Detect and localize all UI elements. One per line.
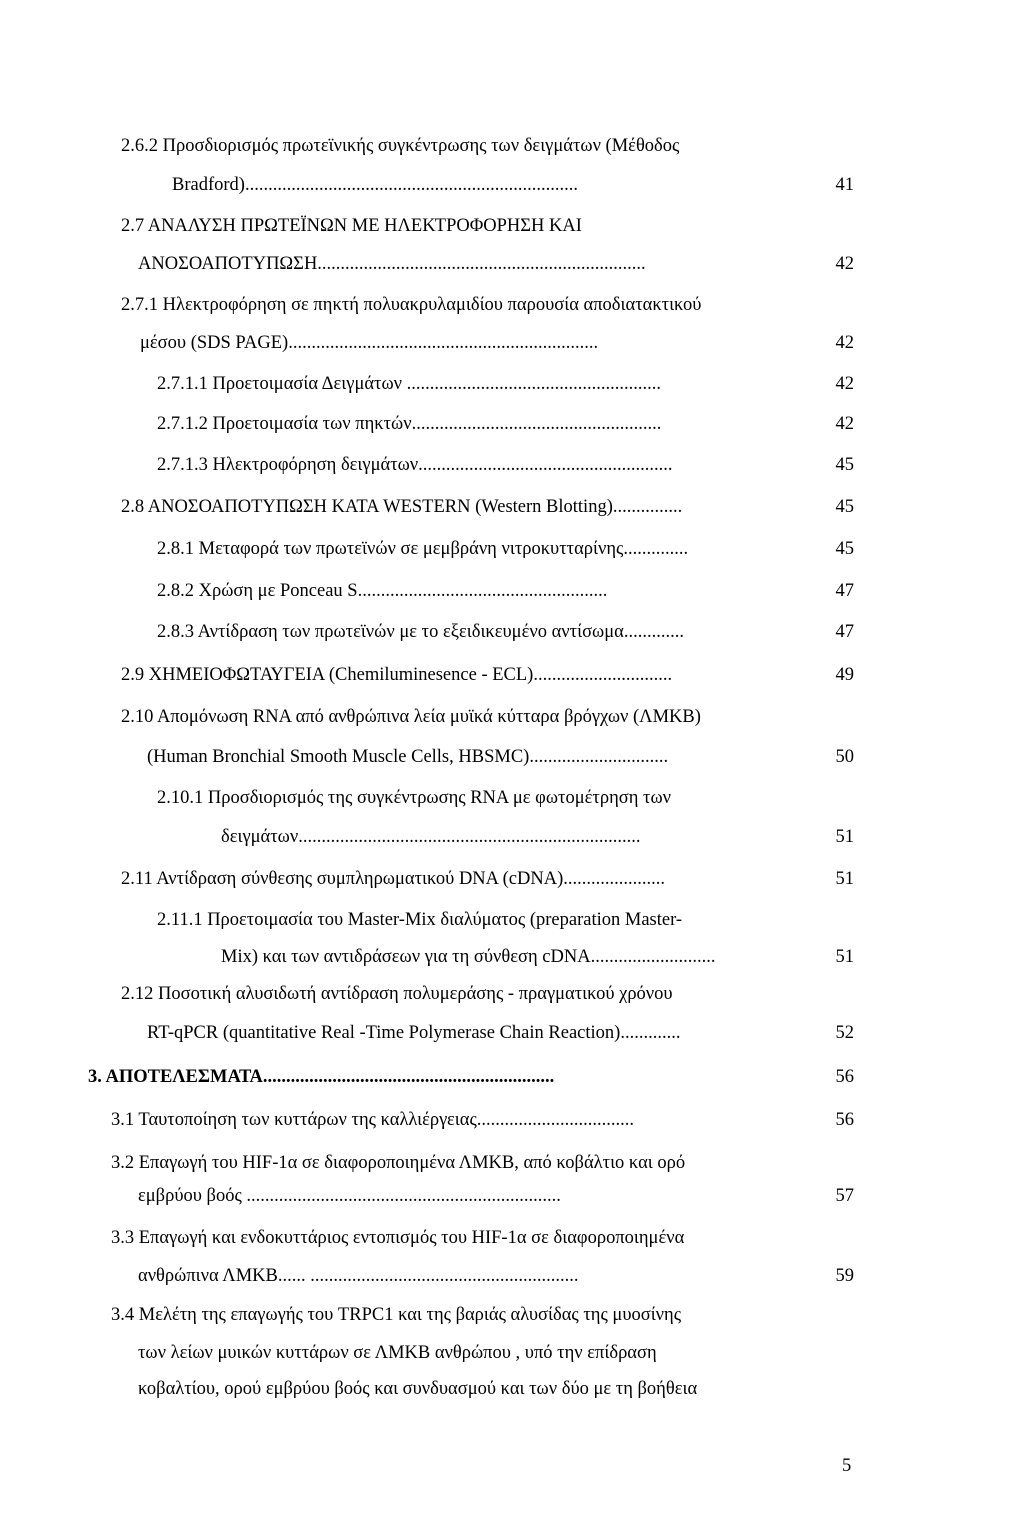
toc-page-number: 42 — [835, 333, 854, 353]
toc-page-number: 41 — [835, 175, 854, 195]
toc-line: Bradford)........................................................................ — [172, 175, 578, 195]
toc-page-number: 51 — [835, 947, 854, 967]
toc-line: 2.7.1.1 Προετοιμασία Δειγμάτων ....................................................... — [157, 374, 662, 394]
toc-line: 3.1 Ταυτοποίηση των κυττάρων της καλλιέργειας.................................. — [111, 1110, 635, 1130]
toc-line: δειγμάτων.......................................................................... — [221, 827, 641, 847]
toc-page-number: 45 — [835, 539, 854, 559]
toc-page-number: 45 — [835, 497, 854, 517]
toc-line: 2.11 Αντίδραση σύνθεσης συμπληρωματικού DNA (cDNA)...................... — [121, 869, 665, 889]
toc-page-number: 42 — [835, 414, 854, 434]
toc-line: ΑΝΟΣΟΑΠΟΤΥΠΩΣΗ....................................................................... — [138, 254, 646, 274]
toc-line: 2.11.1 Προετοιμασία του Master-Mix διαλύματος (preparation Master- — [157, 910, 683, 930]
toc-line: 3.4 Μελέτη της επαγωγής του TRPC1 και της βαριάς αλυσίδας της μυοσίνης — [111, 1305, 682, 1325]
toc-line: κοβαλτίου, ορού εμβρύου βοός και συνδυασμού και των δύο με τη βοήθεια — [138, 1379, 698, 1399]
toc-line: εμβρύου βοός .................................................................... — [138, 1186, 561, 1206]
toc-line: 2.7.1.2 Προετοιμασία των πηκτών...................................................... — [157, 414, 662, 434]
toc-page-number: 49 — [835, 665, 854, 685]
toc-line: Mix) και των αντιδράσεων για τη σύνθεση cDNA........................... — [221, 947, 716, 967]
toc-line: 3.3 Επαγωγή και ενδοκυττάριος εντοπισμός του HIF-1α σε διαφοροποιημένα — [111, 1228, 685, 1248]
toc-page-number: 47 — [835, 581, 854, 601]
toc-line: 2.10.1 Προσδιορισμός της συγκέντρωσης RNA με φωτομέτρηση των — [157, 788, 671, 808]
page-number: 5 — [842, 1456, 852, 1476]
toc-line: 2.8 ΑΝΟΣΟΑΠΟΤΥΠΩΣΗ ΚΑΤΑ WESTERN (Western Blotting)............... — [121, 497, 683, 517]
toc-chapter-heading: 3. ΑΠΟΤΕΛΕΣΜΑΤΑ............................................................... — [88, 1067, 555, 1087]
toc-line: 2.10 Απομόνωση RNA από ανθρώπινα λεία μυϊκά κύτταρα βρόγχων (ΛΜΚΒ) — [121, 707, 701, 727]
toc-page-number: 50 — [835, 747, 854, 767]
toc-line: 2.8.3 Αντίδραση των πρωτεϊνών με το εξειδικευμένο αντίσωμα............. — [157, 622, 684, 642]
toc-line: (Human Bronchial Smooth Muscle Cells, HBSMC).............................. — [147, 747, 669, 767]
toc-line: 2.8.2 Χρώση με Ponceau S...................................................... — [157, 581, 608, 601]
toc-line: 2.7.1 Ηλεκτροφόρηση σε πηκτή πολυακρυλαμιδίου παρουσία αποδιατακτικού — [121, 295, 702, 315]
toc-page-number: 45 — [835, 455, 854, 475]
toc-line: 2.9 ΧΗΜΕΙΟΦΩΤΑΥΓΕΙΑ (Chemiluminesence - ECL).............................. — [121, 665, 673, 685]
toc-line: μέσου (SDS PAGE)................................................................... — [140, 333, 599, 353]
toc-page-number: 59 — [835, 1266, 854, 1286]
toc-page-number: 57 — [835, 1186, 854, 1206]
toc-line: 2.12 Ποσοτική αλυσιδωτή αντίδραση πολυμεράσης - πραγματικού χρόνου — [121, 984, 673, 1004]
toc-line: 2.7.1.3 Ηλεκτροφόρηση δειγμάτων....................................................... — [157, 455, 673, 475]
toc-page-number: 51 — [835, 869, 854, 889]
toc-page-number: 56 — [835, 1110, 854, 1130]
toc-line: ανθρώπινα ΛΜΚΒ...... .......................................................... — [138, 1266, 579, 1286]
toc-page-number: 42 — [835, 374, 854, 394]
toc-page-number: 42 — [835, 254, 854, 274]
toc-line: των λείων μυικών κυττάρων σε ΛΜΚΒ ανθρώπου , υπό την επίδραση — [138, 1343, 657, 1363]
toc-page-number: 51 — [835, 827, 854, 847]
toc-line: 3.2 Επαγωγή του HIF-1α σε διαφοροποιημένα ΛΜΚΒ, από κοβάλτιο και ορό — [111, 1153, 686, 1173]
toc-page-number: 47 — [835, 622, 854, 642]
toc-line: RT-qPCR (quantitative Real -Time Polymerase Chain Reaction)............. — [147, 1023, 681, 1043]
toc-line: 2.7 ΑΝΑΛΥΣΗ ΠΡΩΤΕΪΝΩΝ ΜΕ ΗΛΕΚΤΡΟΦΟΡΗΣΗ ΚΑΙ — [121, 216, 582, 236]
toc-page-number: 56 — [835, 1067, 854, 1087]
toc-line: 2.8.1 Μεταφορά των πρωτεϊνών σε μεμβράνη νιτροκυτταρίνης.............. — [157, 539, 689, 559]
toc-line: 2.6.2 Προσδιορισμός πρωτεϊνικής συγκέντρωσης των δειγμάτων (Μέθοδος — [121, 136, 680, 156]
toc-page-number: 52 — [835, 1023, 854, 1043]
